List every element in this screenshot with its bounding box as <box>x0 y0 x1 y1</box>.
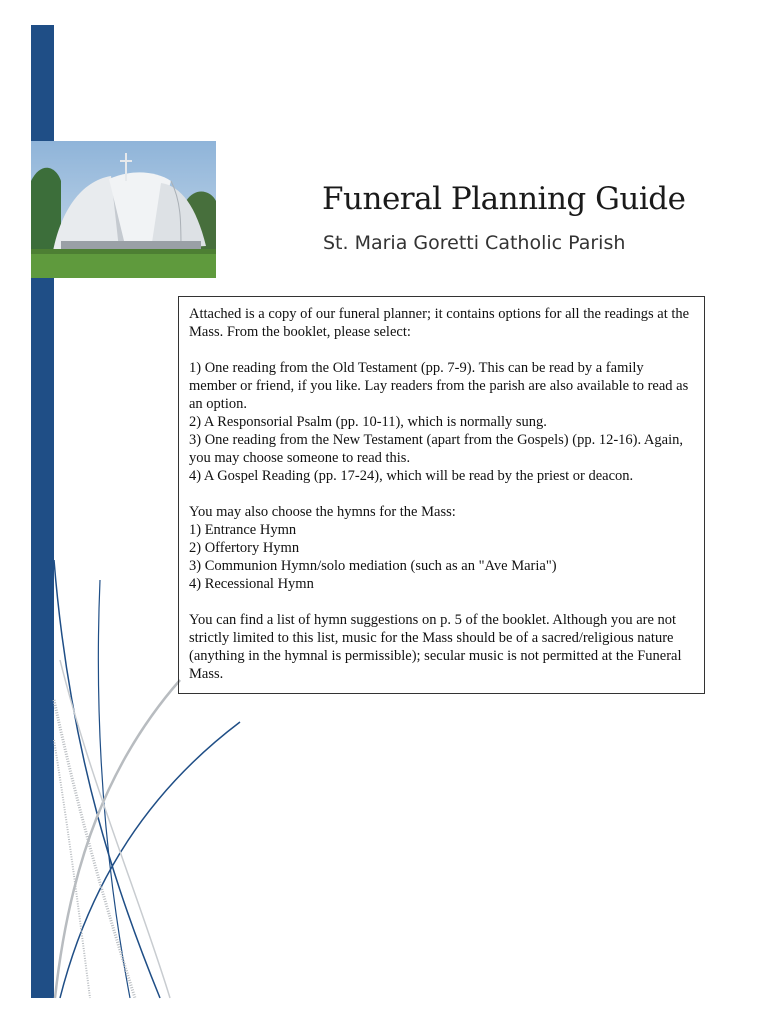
readings-list <box>189 359 694 485</box>
swirl-line-gray-3 <box>60 660 170 998</box>
instructions-box <box>178 296 705 694</box>
list-item: 1) One reading from the Old Testament (pp. 7-9). This can be read by a family member or friend, if you like. Lay readers from the parish are also available to read as an option. <box>189 360 689 412</box>
closing-paragraph: You can find a list of hymn suggestions on p. 5 of the booklet. Although you are not strictly limited to this list, music for the Mass should be of a sacred/religious nature (anything in the hymnal is permissible); secular music is not permitted at the Funeral Mass. <box>189 612 682 682</box>
list-item: 2) Offertory Hymn <box>189 540 300 556</box>
hymns-section <box>189 503 694 593</box>
swirl-line-dark-2 <box>60 722 240 998</box>
list-item: 3) Communion Hymn/solo mediation (such as an "Ave Maria") <box>189 558 557 574</box>
hymns-intro: You may also choose the hymns for the Mass: <box>189 504 456 520</box>
hymns-list <box>189 521 694 593</box>
intro-paragraph: Attached is a copy of our funeral planner; it contains options for all the readings at the Mass. From the booklet, please select: <box>189 306 690 340</box>
list-item: 1) Entrance Hymn <box>189 522 297 538</box>
parish-name: St. Maria Goretti Catholic Parish <box>323 232 626 254</box>
swirl-line-dark-1 <box>54 560 160 998</box>
church-photo <box>31 141 216 278</box>
page-title: Funeral Planning Guide <box>322 181 686 217</box>
list-item: 3) One reading from the New Testament (apart from the Gospels) (pp. 12-16). Again, you may choose someone to read this. <box>189 432 683 466</box>
swirl-line-gray-4 <box>54 740 90 998</box>
list-item: 4) Recessional Hymn <box>189 576 314 592</box>
swirl-line-gray-1 <box>55 680 180 998</box>
swirl-line-dark-3 <box>98 580 130 998</box>
list-item: 2) A Responsorial Psalm (pp. 10-11), which is normally sung. <box>189 414 547 430</box>
swirl-line-gray-2 <box>54 700 135 998</box>
list-item: 4) A Gospel Reading (pp. 17-24), which will be read by the priest or deacon. <box>189 468 634 484</box>
